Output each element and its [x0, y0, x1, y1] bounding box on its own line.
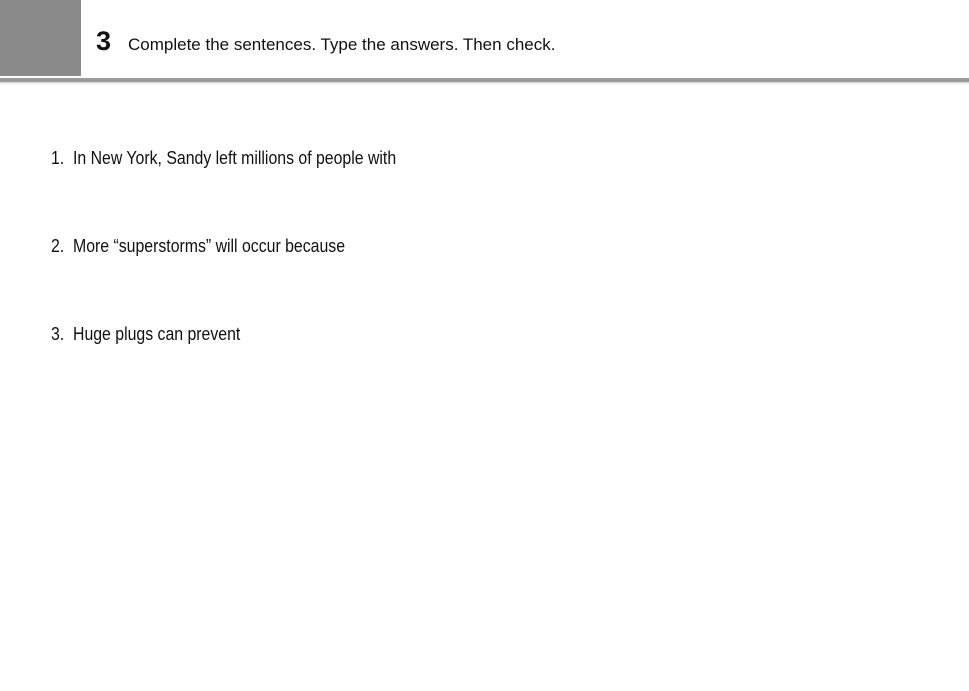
question-text: More “superstorms” will occur because — [73, 236, 346, 256]
exercise-instruction: Complete the sentences. Type the answers. Then check. — [128, 35, 556, 54]
corner-block — [0, 0, 81, 76]
question-number: 1. — [51, 148, 65, 168]
question-text: Huge plugs can prevent — [73, 324, 241, 344]
question-3 — [51, 322, 396, 410]
header-divider-shadow — [0, 82, 969, 85]
exercise-number: 3 — [96, 26, 112, 56]
question-number: 3. — [51, 324, 65, 344]
question-1 — [51, 146, 396, 234]
question-list — [51, 146, 443, 410]
question-2 — [51, 234, 396, 322]
exercise-header — [0, 0, 969, 78]
question-text: In New York, Sandy left millions of people with — [73, 148, 397, 168]
question-number: 2. — [51, 236, 65, 256]
